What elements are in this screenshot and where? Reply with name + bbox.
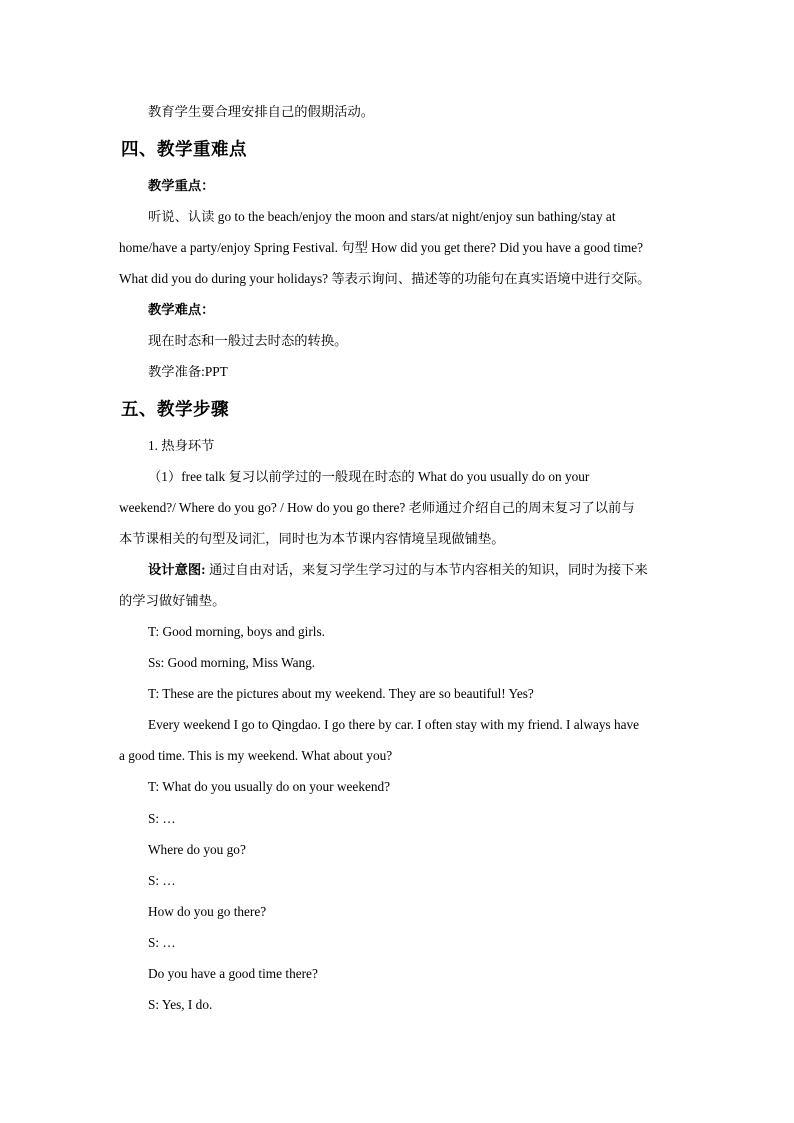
dialogue2-line-4: S: … [148,873,176,888]
design-intent [148,561,648,579]
key-points-line-2: home/have a party/enjoy Spring Festival. 句型 How did you get there? Did you have a good time? [119,240,643,255]
dialogue2-line-3: Where do you go? [148,842,246,857]
dialogue2-line-1: T: What do you usually do on your weekend? [148,779,391,794]
key-points-line-1: 听说、认读 go to the beach/enjoy the moon and stars/at night/enjoy sun bathing/stay at [148,209,616,224]
teaching-prep: 教学准备:PPT [148,364,228,379]
key-points-line-3: What did you do during your holidays? 等表示询问、描述等的功能句在真实语境中进行交际。 [119,271,651,286]
dialogue2-line-8: S: Yes, I do. [148,997,213,1012]
dialogue2-line-2: S: … [148,811,176,826]
dialogue-line-1: T: Good morning, boys and girls. [148,624,325,639]
design-intent-continued: 的学习做好铺垫。 [119,593,226,608]
weekend-paragraph-line-1: Every weekend I go to Qingdao. I go there by car. I often stay with my friend. I always have [148,717,640,732]
section-4-heading: 四、教学重难点 [121,139,247,159]
design-intent-text: 通过自由对话，来复习学生学习过的与本节内容相关的知识，同时为接下来 [205,562,648,577]
design-intent-label: 设计意图: [148,562,206,577]
section-5-heading: 五、教学步骤 [121,399,229,419]
key-points-label: 教学重点： [148,178,215,193]
step-1-title: 1. 热身环节 [148,438,215,453]
dialogue-line-2: Ss: Good morning, Miss Wang. [148,655,316,670]
dialogue2-line-5: How do you go there? [148,904,267,919]
free-talk-line-3: 本节课相关的句型及词汇，同时也为本节课内容情境呈现做铺垫。 [119,531,505,546]
difficult-points-label: 教学难点： [148,302,215,317]
intro-line: 教育学生要合理安排自己的假期活动。 [148,104,375,119]
dialogue2-line-6: S: … [148,935,176,950]
free-talk-line-1: （1）free talk 复习以前学过的一般现在时态的 What do you usually do on your [148,469,590,484]
dialogue-line-3: T: These are the pictures about my weekend. They are so beautiful! Yes? [148,686,534,701]
difficult-points-text: 现在时态和一般过去时态的转换。 [148,333,348,348]
free-talk-line-2: weekend?/ Where do you go? / How do you go there? 老师通过介绍自己的周末复习了以前与 [119,500,635,515]
dialogue2-line-7: Do you have a good time there? [148,966,318,981]
weekend-paragraph-line-2: a good time. This is my weekend. What about you? [119,748,393,763]
